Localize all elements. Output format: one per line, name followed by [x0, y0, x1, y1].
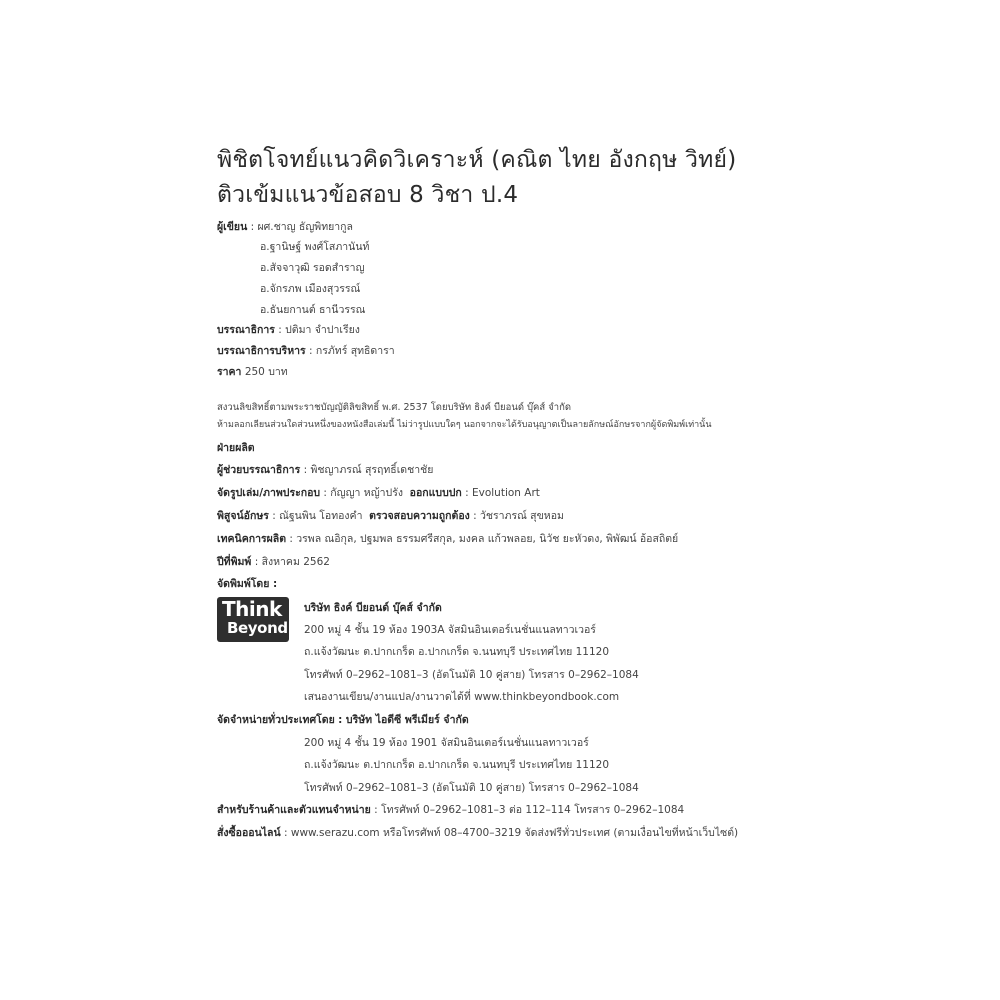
technician-row — [217, 533, 678, 545]
distributor-address-line: ถ.แจ้งวัฒนะ ต.ปากเกร็ด อ.ปากเกร็ด จ.นนทบุรี ประเทศไทย 11120 — [304, 759, 610, 771]
online-label: สั่งซื้อออนไลน์ — [217, 827, 281, 839]
cover-value: : Evolution Art — [465, 487, 540, 499]
distributor-row — [217, 714, 469, 726]
technician-label: เทคนิคการผลิต — [217, 533, 287, 545]
price-label: ราคา — [217, 366, 242, 378]
author-name: อ.ฐานิษฐ์ พงศ์โสภานันท์ — [260, 241, 370, 253]
distributor-label: จัดจำหน่ายทั่วประเทศโดย — [217, 714, 335, 726]
technician-value: : วรพล ณอิกุล, ปฐมพล ธรรมศรีสกุล, มงคล แก้วพลอย, นิวัช ยะหัวดง, พิพัฒน์ อ้อสถิตย์ — [289, 533, 679, 545]
assistant-editor-value: : พิชญาภรณ์ สุรฤทธิ์เดชาชัย — [303, 464, 434, 476]
author-row-1 — [217, 221, 353, 233]
layout-row — [217, 487, 540, 499]
copyright-line1: สงวนลิขสิทธิ์ตามพระราชบัญญัติลิขสิทธิ์ พ.ศ. 2537 โดยบริษัท ธิงค์ บียอนด์ บุ๊คส์ จำกัด — [217, 402, 572, 413]
managing-editor-row — [217, 345, 395, 357]
check-value: : วัชราภรณ์ สุขหอม — [473, 510, 564, 522]
managing-editor-label: บรรณาธิการบริหาร — [217, 345, 306, 357]
author-name: อ.จักรภพ เมืองสุวรรณ์ — [260, 283, 361, 295]
publisher-name: บริษัท ธิงค์ บียอนด์ บุ๊คส์ จำกัด — [304, 602, 442, 614]
editor-row — [217, 324, 360, 336]
publisher-website: เสนองานเขียน/งานแปล/งานวาดได้ที่ www.thinkbeyondbook.com — [304, 691, 620, 703]
check-label: ตรวจสอบความถูกต้อง — [369, 510, 470, 522]
assistant-editor-label: ผู้ช่วยบรรณาธิการ — [217, 464, 301, 476]
author-name: : ผศ.ชาญ ธัญพิทยากูล — [250, 221, 353, 233]
logo-text-line2: Beyond — [227, 619, 288, 637]
author-name: อ.สัจจาวุฒิ รอดสำราญ — [260, 262, 365, 274]
layout-label: จัดรูปเล่ม/ภาพประกอบ — [217, 487, 321, 499]
price-value: 250 บาท — [244, 366, 288, 378]
publisher-address-line: ถ.แจ้งวัฒนะ ต.ปากเกร็ด อ.ปากเกร็ด จ.นนทบุรี ประเทศไทย 11120 — [304, 646, 610, 658]
price-row — [217, 366, 288, 378]
book-title-line2: ติวเข้มแนวข้อสอบ 8 วิชา ป.4 — [217, 182, 519, 208]
published-by-label: จัดพิมพ์โดย : — [217, 578, 278, 590]
online-value: : www.serazu.com หรือโทรศัพท์ 08–4700–3219 จัดส่งฟรีทั่วประเทศ (ตามเงื่อนไขที่หน้าเว็บไซต์) — [284, 827, 739, 839]
publisher-phone: โทรศัพท์ 0–2962–1081–3 (อัตโนมัติ 10 คู่สาย) โทรสาร 0–2962–1084 — [304, 669, 639, 681]
proof-row — [217, 510, 564, 522]
managing-editor-value: : กรภัทร์ สุทธิดารา — [309, 345, 395, 357]
retail-label: สำหรับร้านค้าและตัวแทนจำหน่าย — [217, 804, 371, 816]
production-heading: ฝ่ายผลิต — [217, 442, 255, 454]
online-row — [217, 827, 738, 839]
author-name: อ.ธันยกานต์ ธานีวรรณ — [260, 304, 366, 316]
logo-text-line1: Think — [222, 597, 282, 621]
year-label: ปีที่พิมพ์ — [217, 556, 252, 568]
retail-row — [217, 804, 684, 816]
authors-label: ผู้เขียน — [217, 221, 248, 233]
cover-label: ออกแบบปก — [409, 487, 462, 499]
layout-value: : กัญญา หญ้าปรัง — [323, 487, 403, 499]
copyright-line2: ห้ามลอกเลียนส่วนใดส่วนหนึ่งของหนังสือเล่มนี้ ไม่ว่ารูปแบบใดๆ นอกจากจะได้รับอนุญาตเป็นลายลักษณ์อักษรจากผู้จัดพิมพ์เท่านั้น — [217, 420, 712, 430]
distributor-phone: โทรศัพท์ 0–2962–1081–3 (อัตโนมัติ 10 คู่สาย) โทรสาร 0–2962–1084 — [304, 782, 639, 794]
distributor-name: : บริษัท ไอดีซี พรีเมียร์ จำกัด — [338, 714, 469, 726]
proof-value: : ณัฐนพิน โอทองคำ — [272, 510, 363, 522]
publisher-address-line: 200 หมู่ 4 ชั้น 19 ห้อง 1903A จัสมินอินเตอร์เนชั่นแนลทาวเวอร์ — [304, 624, 596, 636]
think-beyond-logo — [217, 597, 289, 642]
editor-label: บรรณาธิการ — [217, 324, 275, 336]
retail-value: : โทรศัพท์ 0–2962–1081–3 ต่อ 112–114 โทรสาร 0–2962–1084 — [374, 804, 685, 816]
year-row — [217, 556, 330, 568]
editor-value: : ปติมา จำปาเรียง — [278, 324, 360, 336]
distributor-address-line: 200 หมู่ 4 ชั้น 19 ห้อง 1901 จัสมินอินเตอร์เนชั่นแนลทาวเวอร์ — [304, 737, 589, 749]
book-title-line1: พิชิตโจทย์แนวคิดวิเคราะห์ (คณิต ไทย อังกฤษ วิทย์) — [217, 147, 737, 173]
proof-label: พิสูจน์อักษร — [217, 510, 269, 522]
year-value: : สิงหาคม 2562 — [254, 556, 330, 568]
assistant-editor-row — [217, 464, 433, 476]
